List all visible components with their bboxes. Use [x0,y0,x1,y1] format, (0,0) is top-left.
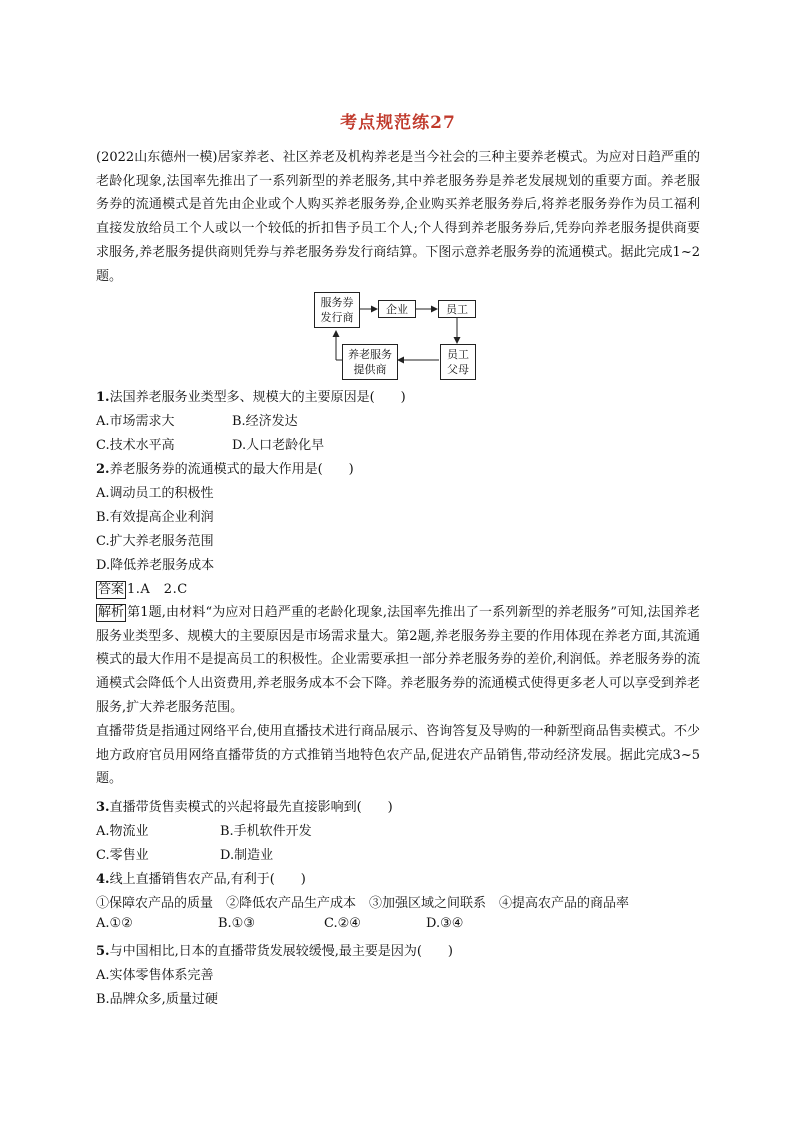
q3-options-row-1 [96,820,496,839]
flow-diagram [314,290,484,382]
parents-line-2: 父母 [447,363,469,376]
passage-1: (2022山东德州一模)居家养老、社区养老及机构养老是当今社会的三种主要养老模式。为应对日趋严重的老龄化现象,法国率先推出了一系列新型的养老服务,其中养老服务券是养老发展规划的重要方面。养老服务券的流通模式是首先由企业或个人购买养老服务券,企业购买养老服务券后,将养老服务券作为员工福利直接发放给员工个人或以一个较低的折扣售予员工个人;个人得到养老服务券后,凭券向养老服务提供商要求服务,养老服务提供商则凭券与养老服务券发行商结算。下图示意养老服务券的流通模式。据此完成1~2题。 [96,150,700,284]
issuer-line-1: 服务券 [320,296,354,309]
answer-text: 1.A 2.C [127,582,188,597]
employee-box [438,300,476,318]
q4-option-c: C.②④ [324,916,361,931]
q3-option-a: A.物流业 [96,824,149,839]
analysis-tag: 解析 [98,605,125,620]
passage-2: 直播带货是指通过网络平台,使用直播技术进行商品展示、咨询答复及导购的一种新型商品售卖模式。不少地方政府官员用网络直播带货的方式推销当地特色农产品,促进农产品销售,带动经济发展。据此完成3~5题。 [96,724,700,787]
q1-option-d: D.人口老龄化早 [232,438,325,453]
q4-items: ①保障农产品的质量 ②降低农产品生产成本 ③加强区域之间联系 ④提高农产品的商品率 [96,896,630,911]
q1-option-b: B.经济发达 [232,414,298,429]
q2-option-a: A.调动员工的积极性 [96,486,214,501]
issuer-line-2: 发行商 [320,311,354,324]
q1-options-row-1 [96,410,496,429]
q3-stem [96,796,393,815]
parents-box [440,344,476,380]
q3-text: 直播带货售卖模式的兴起将最先直接影响到( ) [109,800,393,815]
q4-option-b: B.①③ [218,916,255,931]
enterprise-label: 企业 [386,302,408,316]
q3-options-row-2 [96,844,496,863]
q5-option-b: B.品牌众多,质量过硬 [96,992,218,1007]
q4-option-d: D.③④ [426,916,464,931]
q4-number: 4. [96,872,110,887]
q1-stem [96,386,406,405]
answer-line [96,578,188,599]
page-title: 考点规范练27 [340,113,456,133]
q2-stem [96,458,354,477]
parents-line-1: 员工 [447,348,469,361]
q5-option-a: A.实体零售体系完善 [96,968,214,983]
provider-line-1: 养老服务 [348,348,392,361]
q1-options-row-2 [96,434,496,453]
enterprise-box [378,300,416,318]
provider-line-2: 提供商 [353,363,387,376]
employee-label: 员工 [446,302,468,316]
q5-number: 5. [96,944,110,959]
q1-option-a: A.市场需求大 [96,414,175,429]
issuer-box [314,292,360,328]
q2-option-c: C.扩大养老服务范围 [96,534,214,549]
q2-option-d: D.降低养老服务成本 [96,558,215,573]
q3-option-b: B.手机软件开发 [220,824,312,839]
q2-option-b: B.有效提高企业利润 [96,510,214,525]
q1-number: 1. [96,390,110,405]
analysis-text: 第1题,由材料“为应对日趋严重的老龄化现象,法国率先推出了一系列新型的养老服务”可知,法国养老服务业类型多、规模大的主要原因是市场需求量大。第2题,养老服务券主要的作用体现在养老方面,其流通模式的最大作用不是提高员工的积极性。企业需要承担一部分养老服务券的差价,利润低。养老服务券的流通模式会降低个人出资费用,养老服务成本不会下降。养老服务券的流通模式使得更多老人可以享受到养老服务,扩大养老服务范围。 [96,605,700,715]
q1-option-c: C.技术水平高 [96,438,175,453]
provider-box [342,344,398,380]
q1-text: 法国养老服务业类型多、规模大的主要原因是( ) [109,390,406,405]
q4-stem [96,868,306,887]
q4-option-a: A.①② [96,916,133,931]
q2-text: 养老服务券的流通模式的最大作用是( ) [109,462,354,477]
q2-number: 2. [96,462,110,477]
q5-text: 与中国相比,日本的直播带货发展较缓慢,最主要是因为( ) [109,944,453,959]
q4-text: 线上直播销售农产品,有利于( ) [109,872,306,887]
q5-stem [96,940,453,959]
answer-tag: 答案 [98,582,125,597]
q3-number: 3. [96,800,110,815]
q3-option-c: C.零售业 [96,848,149,863]
q3-option-d: D.制造业 [220,848,274,863]
analysis [96,601,700,720]
